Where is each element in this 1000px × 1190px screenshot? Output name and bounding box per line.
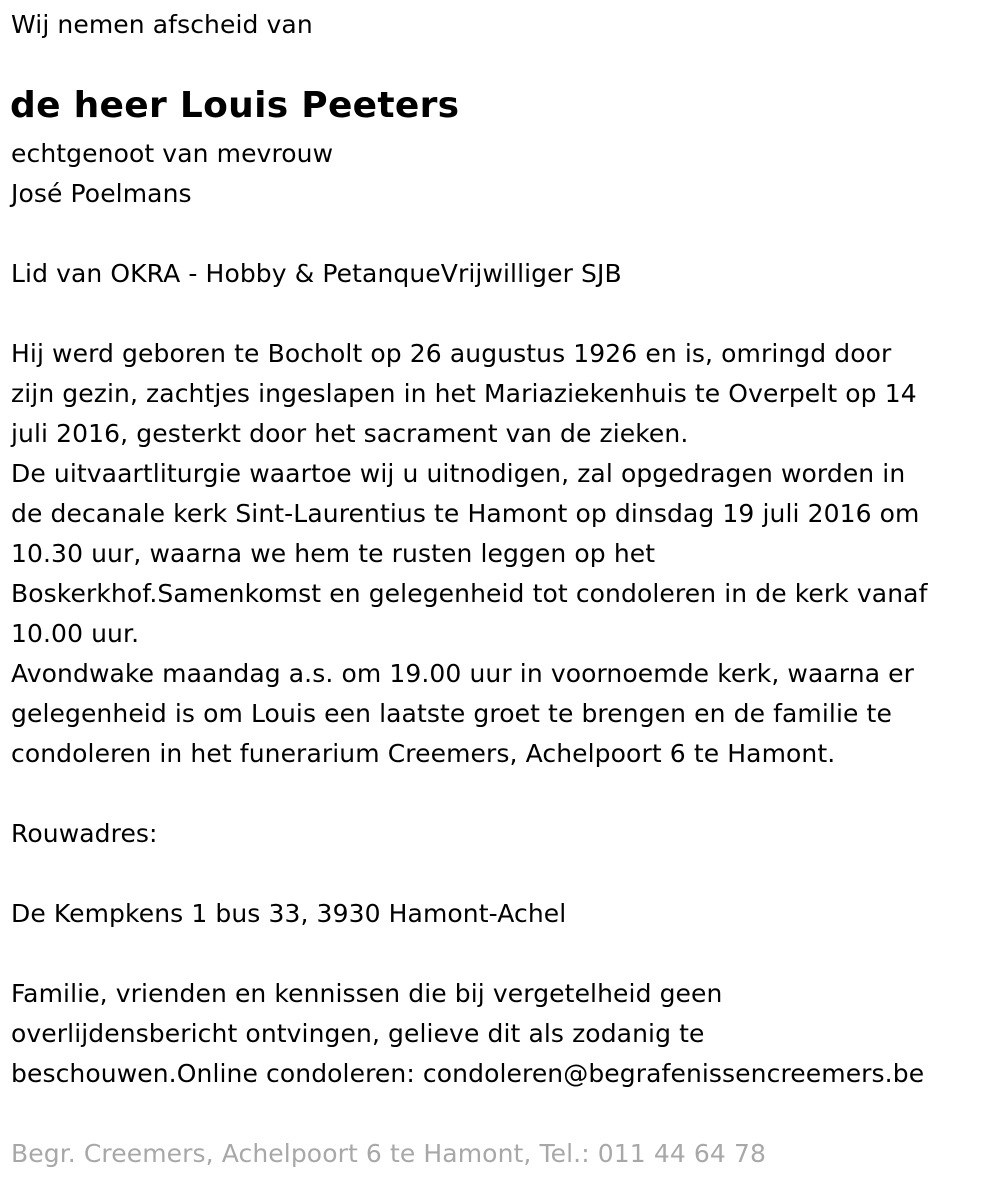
family-notice bbox=[11, 974, 924, 1094]
obituary-body bbox=[11, 334, 927, 774]
body-line: condoleren in het funerarium Creemers, Achelpoort 6 te Hamont. bbox=[11, 739, 836, 768]
body-line: Hij werd geboren te Bocholt op 26 augustus 1926 en is, omringd door bbox=[11, 339, 892, 368]
body-line: 10.00 uur. bbox=[11, 619, 140, 648]
spouse-line: echtgenoot van mevrouw bbox=[11, 139, 334, 168]
body-line: 10.30 uur, waarna we hem te rusten leggen op het bbox=[11, 539, 656, 568]
funeral-home-footer: Begr. Creemers, Achelpoort 6 te Hamont, Tel.: 011 44 64 78 bbox=[11, 1139, 766, 1168]
membership-text: Lid van OKRA - Hobby & PetanqueVrijwilliger SJB bbox=[11, 259, 622, 288]
rouwadres-label-block bbox=[11, 814, 158, 854]
family-line: beschouwen.Online condoleren: condoleren@begrafenissencreemers.be bbox=[11, 1059, 925, 1088]
body-line: juli 2016, gesterkt door het sacrament van de zieken. bbox=[11, 419, 689, 448]
family-line: Familie, vrienden en kennissen die bij vergetelheid geen bbox=[11, 979, 723, 1008]
body-line: De uitvaartliturgie waartoe wij u uitnodigen, zal opgedragen worden in bbox=[11, 459, 906, 488]
body-line: Boskerkhof.Samenkomst en gelegenheid tot condoleren in de kerk vanaf bbox=[11, 579, 928, 608]
rouwadres-block bbox=[11, 894, 566, 934]
family-line: overlijdensbericht ontvingen, gelieve dit als zodanig te bbox=[11, 1019, 705, 1048]
rouwadres-label: Rouwadres: bbox=[11, 819, 158, 848]
membership-block bbox=[11, 254, 622, 294]
spouse-name: José Poelmans bbox=[11, 179, 192, 208]
intro-text: Wij nemen afscheid van bbox=[11, 10, 313, 39]
spouse-block bbox=[11, 134, 333, 214]
rouwadres-address: De Kempkens 1 bus 33, 3930 Hamont-Achel bbox=[11, 899, 567, 928]
body-line: Avondwake maandag a.s. om 19.00 uur in voornoemde kerk, waarna er bbox=[11, 659, 915, 688]
body-line: zijn gezin, zachtjes ingeslapen in het Mariaziekenhuis te Overpelt op 14 bbox=[11, 379, 917, 408]
body-line: de decanale kerk Sint-Laurentius te Hamont op dinsdag 19 juli 2016 om bbox=[11, 499, 920, 528]
body-line: gelegenheid is om Louis een laatste groet te brengen en de familie te bbox=[11, 699, 892, 728]
deceased-name: de heer Louis Peeters bbox=[10, 85, 460, 126]
